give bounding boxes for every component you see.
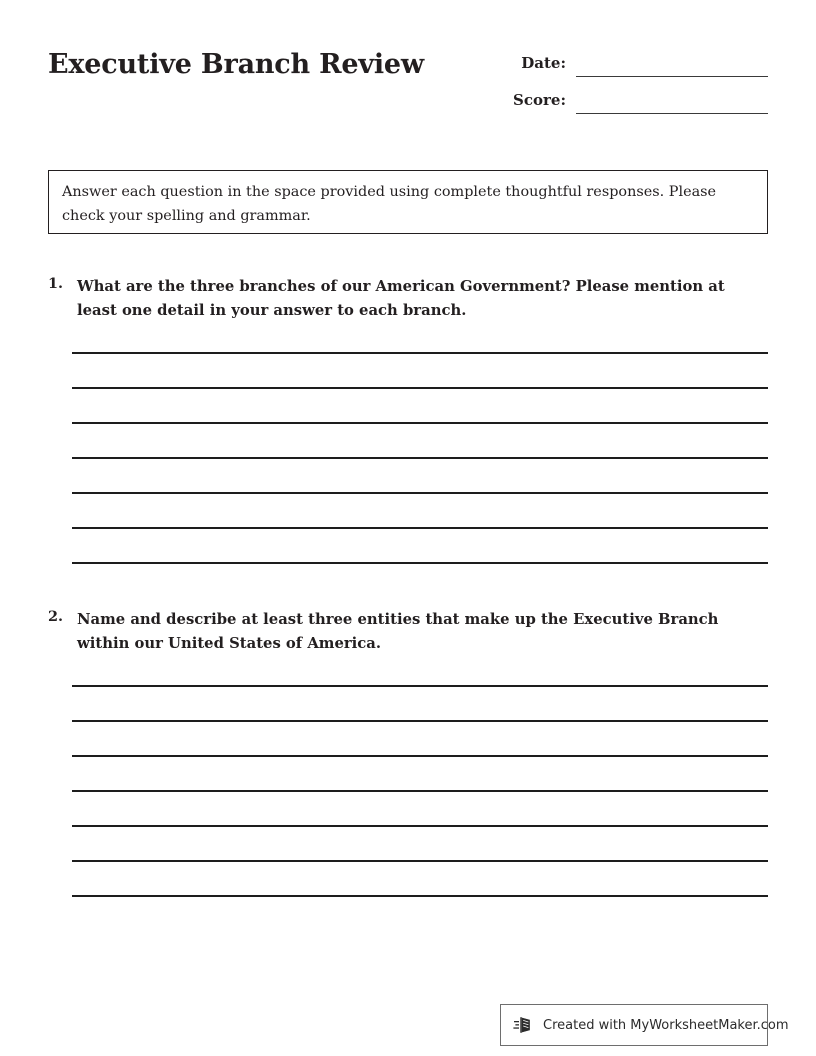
answer-line[interactable] — [72, 529, 768, 564]
footer-attribution-text: Created with MyWorksheetMaker.com — [543, 1017, 789, 1033]
answer-line[interactable] — [72, 827, 768, 862]
question-block-2 — [48, 608, 768, 897]
question-2-header — [48, 608, 768, 656]
worksheet-maker-logo-icon — [513, 1014, 535, 1036]
question-block-1 — [48, 275, 768, 564]
answer-line[interactable] — [72, 323, 768, 354]
page-title: Executive Branch Review — [48, 49, 424, 80]
date-label: Date: — [521, 54, 566, 72]
date-field-row — [470, 54, 770, 80]
answer-line[interactable] — [72, 862, 768, 897]
answer-line[interactable] — [72, 687, 768, 722]
date-input-line[interactable] — [576, 76, 768, 77]
question-1-number: 1. — [48, 275, 64, 292]
answer-line[interactable] — [72, 459, 768, 494]
answer-line[interactable] — [72, 656, 768, 687]
score-label: Score: — [513, 91, 566, 109]
answer-line[interactable] — [72, 494, 768, 529]
worksheet-header — [0, 0, 816, 140]
score-field-row — [470, 91, 770, 117]
answer-lines-question-1 — [72, 323, 768, 564]
answer-line[interactable] — [72, 389, 768, 424]
answer-line[interactable] — [72, 722, 768, 757]
question-2-text: Name and describe at least three entities that make up the Executive Branch within our United States of America. — [77, 611, 719, 652]
score-input-line[interactable] — [576, 113, 768, 114]
instruction-box — [48, 170, 768, 234]
question-1-header — [48, 275, 768, 323]
instruction-text: Answer each question in the space provided using complete thoughtful responses. Please check your spelling and grammar. — [62, 184, 717, 224]
answer-lines-question-2 — [72, 656, 768, 897]
answer-line[interactable] — [72, 354, 768, 389]
question-2-number: 2. — [48, 608, 64, 625]
answer-line[interactable] — [72, 424, 768, 459]
footer-attribution-badge[interactable] — [500, 1004, 789, 1046]
answer-line[interactable] — [72, 757, 768, 792]
answer-line[interactable] — [72, 792, 768, 827]
question-1-text: What are the three branches of our American Government? Please mention at least one detail in your answer to each branch. — [77, 278, 725, 319]
